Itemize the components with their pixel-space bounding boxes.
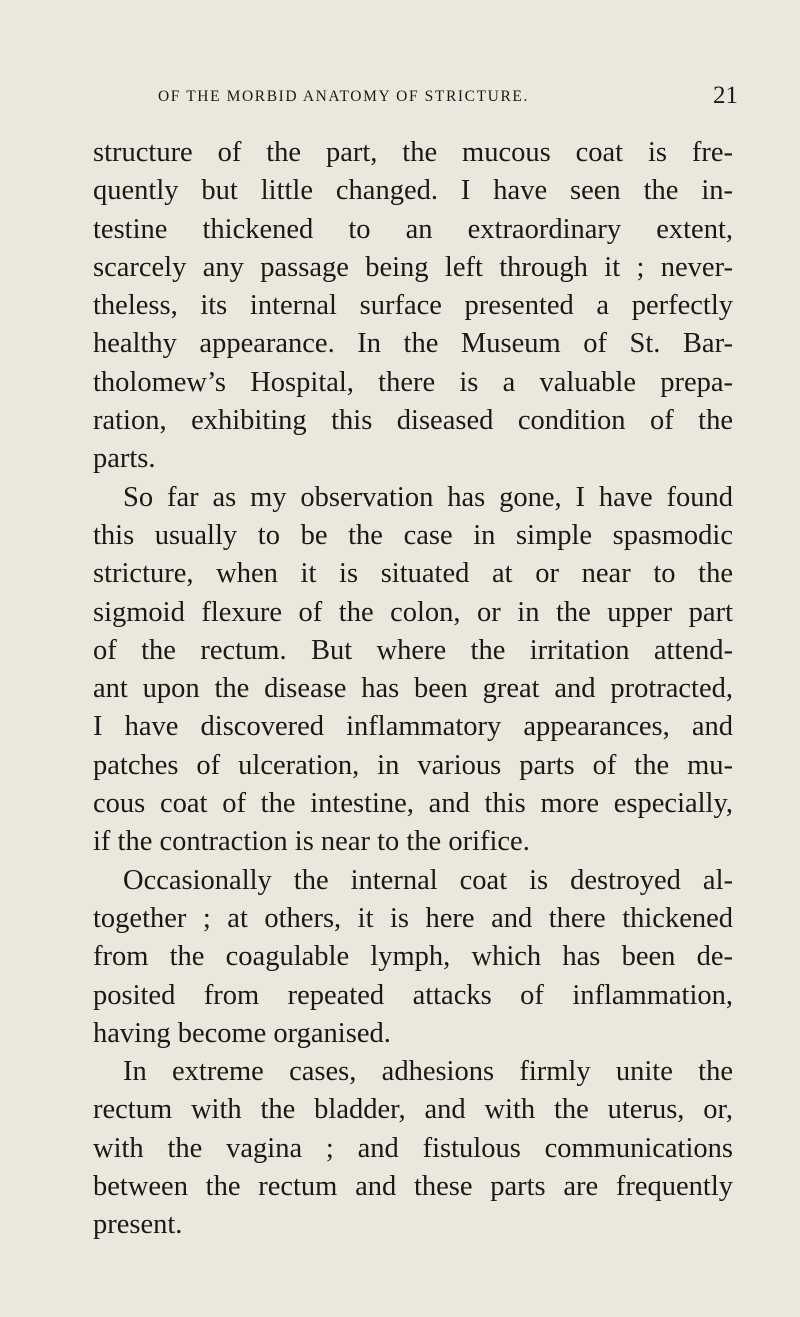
body-text [93,134,733,1245]
text-line: cous coat of the intestine, and this more especially, [93,788,733,820]
text-line: ration, exhibiting this diseased condition of the [93,405,733,437]
text-line: sigmoid flexure of the colon, or in the upper part [93,596,733,628]
text-line: patches of ulceration, in various parts of the mu- [93,749,733,781]
text-line: scarcely any passage being left through it ; never- [93,251,733,283]
text-line: healthy appearance. In the Museum of St. Bar- [93,328,733,360]
paragraph-start-line: So far as my observation has gone, I have found [123,481,733,513]
text-line: rectum with the bladder, and with the uterus, or, [93,1094,733,1126]
text-line: parts. [93,443,156,475]
text-line: posited from repeated attacks of inflammation, [93,979,733,1011]
text-line: with the vagina ; and fistulous communications [93,1132,733,1164]
paragraph-start-line: In extreme cases, adhesions firmly unite the [123,1056,733,1088]
text-line: this usually to be the case in simple spasmodic [93,519,733,551]
text-line: I have discovered inflammatory appearances, and [93,711,733,743]
text-line: quently but little changed. I have seen the in- [93,175,733,207]
running-head [158,82,738,118]
text-line: ant upon the disease has been great and protracted, [93,673,733,705]
text-line: stricture, when it is situated at or near to the [93,558,733,590]
paragraph-start-line: Occasionally the internal coat is destroyed al- [123,864,733,896]
text-line: between the rectum and these parts are frequently [93,1171,733,1203]
running-title: OF THE MORBID ANATOMY OF STRICTURE. [158,88,529,105]
text-line: structure of the part, the mucous coat is fre- [93,137,733,168]
text-line: tholomew’s Hospital, there is a valuable prepa- [93,366,733,398]
text-line: theless, its internal surface presented a perfectly [93,290,733,322]
text-line: together ; at others, it is here and there thickened [93,902,733,934]
text-line: having become organised. [93,1017,391,1049]
text-line: of the rectum. But where the irritation attend- [93,634,733,666]
text-line: present. [93,1209,183,1241]
page-number: 21 [713,82,738,109]
text-line: from the coagulable lymph, which has been de- [93,941,733,973]
text-line: if the contraction is near to the orifice. [93,826,530,858]
text-line: testine thickened to an extraordinary extent, [93,213,733,245]
